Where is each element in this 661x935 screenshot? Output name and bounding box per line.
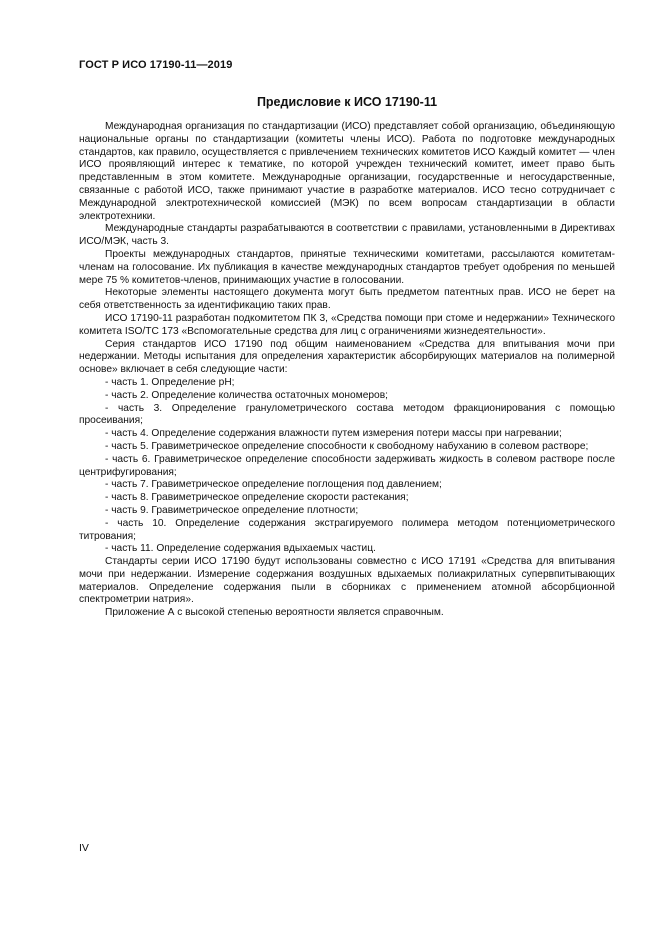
- list-item: - часть 2. Определение количества остаточных мономеров;: [105, 389, 388, 401]
- list-item: - часть 9. Гравиметрическое определение плотности;: [105, 504, 359, 516]
- page-title: Предисловие к ИСО 17190-11: [256, 95, 438, 109]
- list-item: - часть 1. Определение pH;: [105, 376, 235, 388]
- paragraph: Проекты международных стандартов, принятые техническими комитетами, рассылаются комитетам-членам на голосование. Их публикация в качестве международных стандартов требует одобрения по меньшей мере 75 % комитетов-членов, принимающих участие в голосовании.: [79, 248, 615, 286]
- paragraph: Некоторые элементы настоящего документа могут быть предметом патентных прав. ИСО не берет на себя ответственность за идентификацию таких прав.: [79, 287, 615, 312]
- paragraph: Международные стандарты разрабатываются в соответствии с правилами, установленными в Директивах ИСО/МЭК, часть 3.: [79, 223, 615, 248]
- list-item: - часть 3. Определение гранулометрического состава методом фракционирования с помощью просеивания;: [79, 402, 615, 427]
- list-item: - часть 7. Гравиметрическое определение поглощения под давлением;: [105, 479, 442, 491]
- paragraph: ИСО 17190-11 разработан подкомитетом ПК 3, «Средства помощи при стоме и недержании» Технического комитета ISO/TC 173 «Вспомогательные средства для лиц с ограничениями жизнедеятельности».: [79, 312, 615, 337]
- list-item: - часть 10. Определение содержания экстрагируемого полимера методом потенциометрического титрования;: [79, 517, 615, 542]
- list-item: - часть 4. Определение содержания влажности путем измерения потери массы при нагревании;: [105, 428, 562, 440]
- document-body: [79, 121, 615, 620]
- paragraph: Приложение А с высокой степенью вероятности является справочным.: [105, 607, 444, 619]
- paragraph: Стандарты серии ИСО 17190 будут использованы совместно с ИСО 17191 «Средства для впитывания мочи при недержании. Измерение содержания воздушных вдыхаемых полиакрилатных супервпитывающих материалов. Определение содержания пыли в сборниках с применением атомной абсорбционной спектрометрии натрия».: [79, 556, 615, 606]
- page-number: IV: [79, 842, 89, 854]
- list-item: - часть 5. Гравиметрическое определение способности к свободному набуханию в солевом растворе;: [105, 440, 589, 452]
- paragraph: Международная организация по стандартизации (ИСО) представляет собой организацию, объединяющую национальные органы по стандартизации (комитеты члены ИСО). Работа по подготовке международных стандартов, как правило, осуществляется с привлечением технических комитетов ИСО Каждый комитет — член ИСО проявляющий интерес к тематике, по которой учрежден технический комитет, имеет право быть представленным в этом комитете. Международные организации, государственные и негосударственные, связанные с работой ИСО, также принимают участие в разработке материалов. ИСО тесно сотрудничает с Международной электротехнической комиссией (МЭК) по всем вопросам стандартизации в области электротехники.: [79, 121, 615, 222]
- list-item: - часть 8. Гравиметрическое определение скорости растекания;: [105, 492, 409, 504]
- list-item: - часть 11. Определение содержания вдыхаемых частиц.: [105, 543, 376, 555]
- document-header: ГОСТ Р ИСО 17190-11—2019: [79, 59, 233, 71]
- list-item: - часть 6. Гравиметрическое определение способности задерживать жидкость в солевом растворе после центрифугирования;: [79, 453, 615, 478]
- paragraph: Серия стандартов ИСО 17190 под общим наименованием «Средства для впитывания мочи при недержании. Методы испытания для определения характеристик абсорбирующих материалов на полимерной основе» включает в себя следующие части:: [79, 338, 615, 376]
